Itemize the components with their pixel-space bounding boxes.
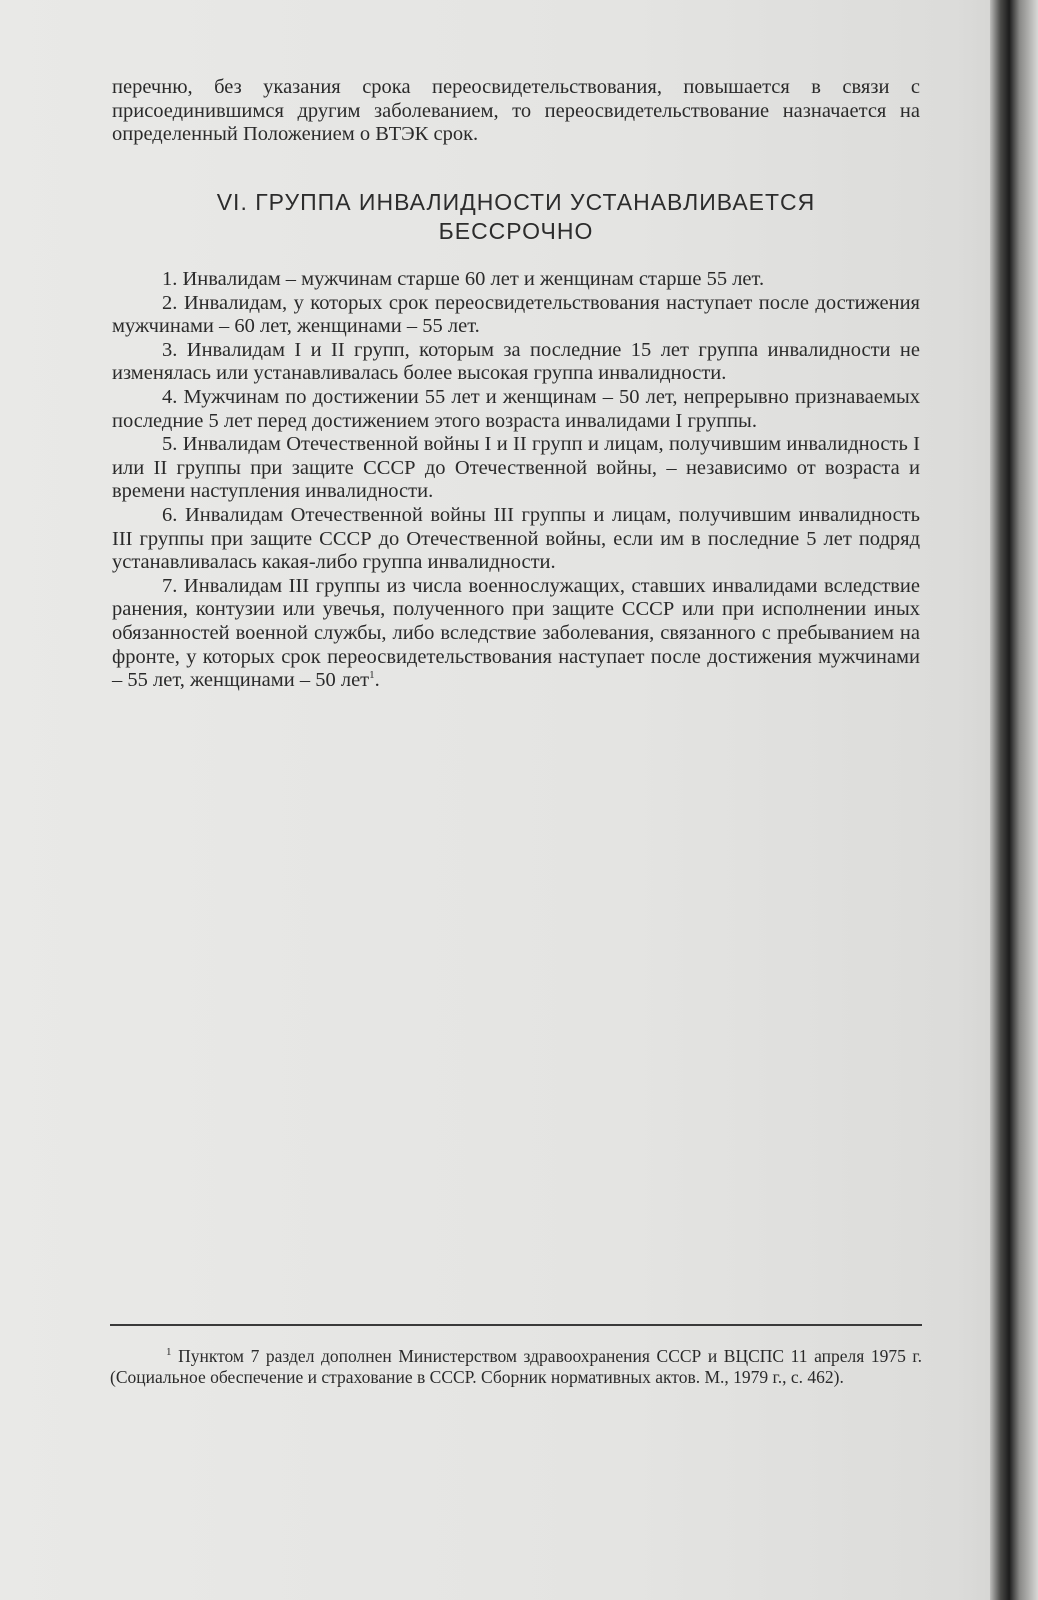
- list-item-3: 3. Инвалидам I и II групп, которым за последние 15 лет группа инвалидности не изменялась или устанавливалась более высокая группа инвалидности.: [112, 338, 920, 385]
- list-item-2: 2. Инвалидам, у которых срок переосвидетельствования наступает после достижения мужчинами – 60 лет, женщинами – 55 лет.: [112, 291, 920, 338]
- footnote-divider: [110, 1324, 922, 1326]
- section-heading: [112, 188, 920, 246]
- list-item-7-text: 7. Инвалидам III группы из числа военнослужащих, ставших инвалидами вследствие ранения, контузии или увечья, полученного при защите СССР или при исполнении иных обязанностей военной службы, либо вследствие заболевания, связанного с пребыванием на фронте, у которых срок переосвидетельствования наступает после достижения мужчинами – 55 лет, женщинами – 50 лет: [112, 574, 920, 692]
- items-list: [112, 268, 920, 693]
- footnote: [110, 1346, 922, 1388]
- list-item-5: 5. Инвалидам Отечественной войны I и II групп и лицам, получившим инвалидность I или II группы при защите СССР до Отечественной войны, – независимо от возраста и времени наступления инвалидности.: [112, 433, 920, 503]
- footnote-text: Пунктом 7 раздел дополнен Министерством здравоохранения СССР и ВЦСПС 11 апреля 1975 г. (Социальное обеспечение и страхование в СССР. Сборник нормативных актов. М., 1979 г., с. 462).: [110, 1346, 922, 1387]
- list-item-7: [112, 575, 920, 693]
- section-heading-line-1: VI. ГРУППА ИНВАЛИДНОСТИ УСТАНАВЛИВАЕТСЯ: [216, 189, 816, 215]
- list-item-4: 4. Мужчинам по достижении 55 лет и женщинам – 50 лет, непрерывно признаваемых последние 5 лет перед достижением этого возраста инвалидами I группы.: [112, 385, 920, 432]
- footnote-block: [110, 1346, 922, 1388]
- footnote-mark: 1: [166, 1346, 172, 1359]
- book-spine-shadow: [990, 0, 1038, 1600]
- intro-paragraph: перечню, без указания срока переосвидетельствования, повышается в связи с присоединившимся другим заболеванием, то переосвидетельствование назначается на определенный Положением о ВТЭК срок.: [112, 76, 920, 146]
- footnote-reference: 1: [369, 669, 375, 682]
- list-item-6: 6. Инвалидам Отечественной войны III группы и лицам, получившим инвалидность III группы при защите СССР до Отечественной войны, если им в последние 5 лет подряд устанавливалась какая-либо группа инвалидности.: [112, 503, 920, 574]
- intro-paragraph-block: [112, 76, 920, 147]
- list-item-7-end: .: [374, 669, 380, 692]
- section-heading-line-2: БЕССРОЧНО: [438, 218, 594, 244]
- list-item-1: 1. Инвалидам – мужчинам старше 60 лет и женщинам старше 55 лет.: [162, 268, 765, 290]
